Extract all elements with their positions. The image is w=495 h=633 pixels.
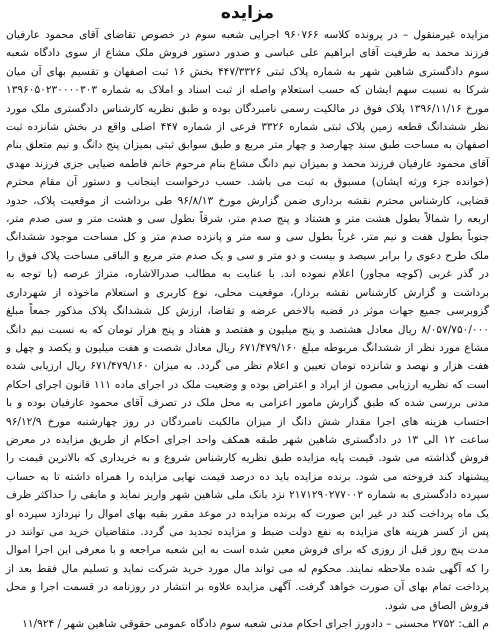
notice-body: مزایده غیرمنقول – در پرونده کلاسه ۹۶۰۷۶۶ اجرایی شعبه سوم در خصوص تقاضای آقای محمود عارفیان فرزند محمد به طرفیت آقای ابراهیم علی عباسی و صدور دستور فروش ملک مشاع از سوی دادگاه شعبه سوم دادگستری شاهین شهر به شماره پلاک ثبتی ۴۴۷/۳۳۲۶ بخش ۱۶ ثبت اصفهان و تقسیم بهای آن میان شرکا به نسبت سهم ایشان که حسب استعلام واصله از ثبت اسناد و املاک به شماره ۱۳۹۶۰۵۰۲۳۰۰۰۰۳۰۳ مورخ ۱۳۹۶/۱۱/۱۶ پلاک فوق در مالکیت رسمی نامبردگان بوده و طبق نظریه کارشناس دادگستری ملک مورد نظر ششدانگ قطعه زمین پلاک ثبتی شماره ۳۳۲۶ فرعی از شماره ۴۴۷ اصلی واقع در بخش شانزده ثبت اصفهان به مساحت طبق سند چهارصد و چهار متر مربع و طبق سوابق ثبتی بمیزان پنج دانگ و نیم متعلق بنام آقای محمود عارفیان فرزند محمد و بمیزان نیم دانگ مشاع بنام مرحوم خانم فاطمه ضیایی جزی فرزند مهدی (خوانده جزء ورثه ایشان) مسبوق به ثبت می باشد. حسب درخواست اینجانب و دستور آن مقام محترم قضایی، کارشناس محترم نقشه برداری ضمن گزارش مورخ ۹۶/۸/۱۳ طی برداشت از موقعیت پلاک، حدود اربعه را شمالاً بطول هشت متر و هشتاد و پنج صدم متر، شرقاً بطول سی و هشت متر و سی صدم متر، جنوباً بطول هفت و نیم متر، غرباً بطول سی و سه متر و پانزده صدم متر و کل مساحت موجود ششدانگ ملک طرح دعوی را برابر سیصد و بیست و دو متر و سی و یک صدم متر مربع و الباقی مساحت پلاک فوق را در گذر غربی (کوچه مجاور) اعلام نموده اند. با عنایت به مطالب صدرالاشاره، متراژ عرصه (با توجه به برداشت و گزارش کارشناس نقشه بردار)، موقعیت محلی، نوع کاربری و استعلام ماخوذه از شهرداری گزوبرسی جمیع جهات موثر در قضیه بالاخص عرضه و تقاضا، ارزش کل ششدانگ پلاک مذکور جمعاً مبلغ ۸/۰۵۷/۷۵۰/۰۰۰ ریال معادل هشتصد و پنج میلیون و هفتصد و هفتاد و پنج هزار تومان که به نسبت نیم دانگ مشاع مورد نظر از ششدانگ مربوطه مبلغ ۶۷۱/۴۷۹/۱۶۰ ریال معادل شصت و هفت میلیون و یکصد و چهل و هفت هزار و نهصد و شانزده تومان تعیین و اعلام نظر می گردد. به میزان ۶۷۱/۴۷۹/۱۶۰ ریال ارزیابی شده است که نظریه ارزیابی مصون از ایراد و اعتراض بوده و وضعیت ملک در اجرای ماده ۱۱۱ قانون اجرای احکام مدنی بررسی شده که طبق گزارش مامور اعزامی به محل ملک در تصرف آقای محمود عارفیان بوده و با احتساب هزینه های اجرا مقدار شش دانگ از میزان مالکیت نامبردگان در روز چهارشنبه مورخ ۹۶/۱۲/۹ ساعت ۱۲ الی ۱۳ در دادگستری شاهین شهر طبقه همکف واحد اجرای احکام از طریق مزایده در معرض فروش گذاشته می شود. قیمت پایه مزایده طبق نظریه کارشناس شروع و به خریداری که بالاترین قیمت را پیشنهاد کند فروخته می شود. برنده مزایده باید ده درصد قیمت نهایی مزایده را همراه داشته تا به حساب سپرده دادگستری به شماره ۲۱۷۱۲۹۰۲۷۷۰۰۲ نزد بانک ملی شاهین شهر واریز نماید و مابقی را حداکثر ظرف یک ماه پرداخت کند در غیر این صورت که برنده مزایده در موعد مقرر بقیه بهای اموال را نپردازد سپرده او پس از کسر هزینه های مزایده به نفع دولت ضبط و مزایده تجدید می گردد. متقاضیان خرید می توانند در مدت پنج روز قبل از روزی که برای فروش معین شده است به این شعبه مراجعه و با معرفی این اجرا اموال را که آگهی شده ملاحظه نمایند. محکوم له می تواند مال مورد خرید شرکت نماید و تسلیم مال فقط بعد از پرداخت تمام بهای آن صورت خواهد گرفت. آگهی مزایده علاوه بر انتشار در روزنامه در قسمت اجرا و محل فروش الصاق می شود. (6, 29, 490, 612)
notice-signature: م الف: ۲۷۵۲ محسنی – دادورز اجرای احکام مدنی شعبه سوم دادگاه عمومی حقوقی شاهین شهر / ۱۱/۹۲۴ (22, 618, 489, 630)
notice-title: مزایده (220, 3, 275, 23)
